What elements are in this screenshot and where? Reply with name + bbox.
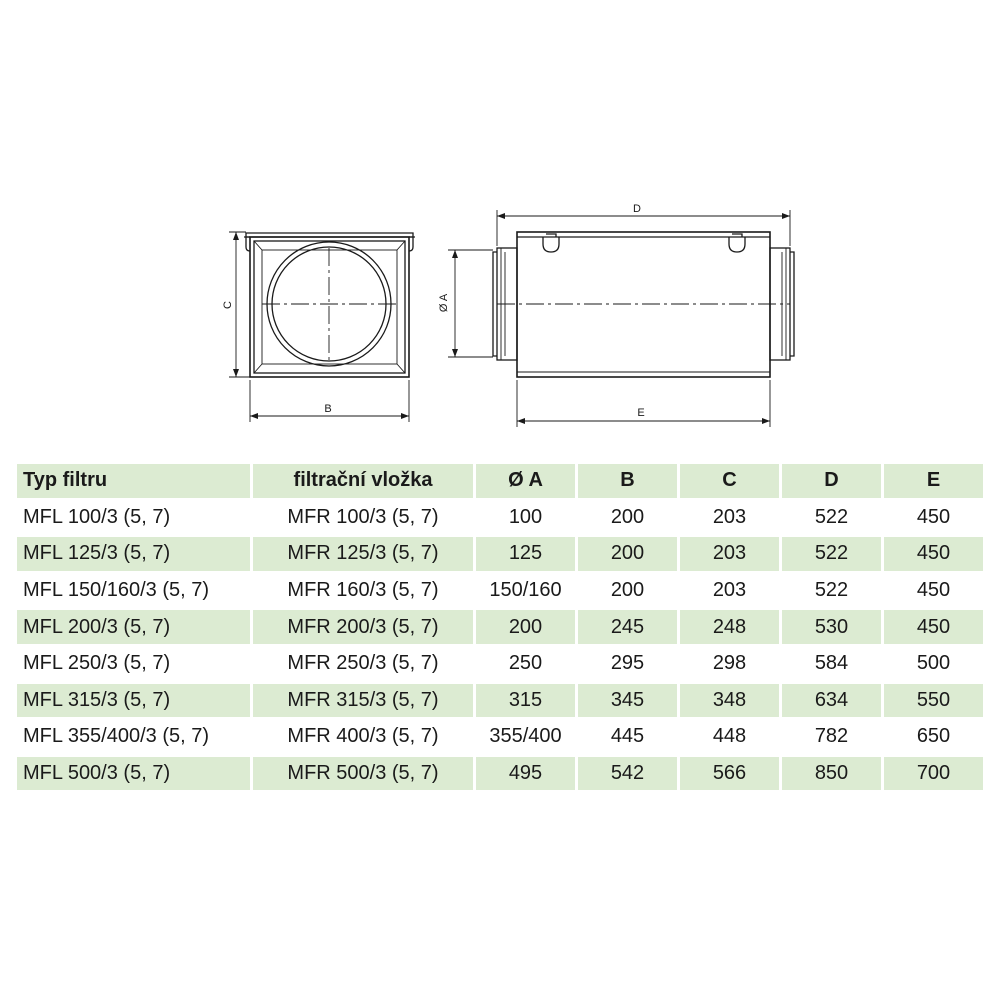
- cell-e: 450: [916, 579, 951, 602]
- cell-filtracni-vlozka: MFR 250/3 (5, 7): [287, 652, 439, 675]
- table-header-row: [17, 464, 983, 498]
- header-d: D: [782, 464, 881, 498]
- cell-filtracni-vlozka: MFR 160/3 (5, 7): [287, 579, 439, 602]
- cell-c: 298: [712, 652, 747, 675]
- cell-d: 634: [782, 684, 881, 718]
- cell-a: 200: [476, 610, 575, 644]
- dimension-label-c: C: [222, 301, 234, 309]
- header-b: B: [578, 464, 677, 498]
- table-row: [17, 574, 983, 608]
- cell-d: 522: [814, 579, 849, 602]
- cell-e: 450: [916, 505, 951, 528]
- dimension-label-e: E: [637, 407, 645, 419]
- header-e: E: [884, 464, 983, 498]
- header-filtracni-vlozka: filtrační vložka: [253, 464, 473, 498]
- cell-b: 345: [578, 684, 677, 718]
- cell-c: 203: [712, 505, 747, 528]
- cell-b: 295: [610, 652, 645, 675]
- table-row: [17, 610, 983, 644]
- cell-filtracni-vlozka: MFR 200/3 (5, 7): [253, 610, 473, 644]
- side-view: [438, 203, 794, 427]
- cell-e: 700: [884, 757, 983, 791]
- cell-a: 150/160: [489, 579, 562, 602]
- cell-a: 250: [508, 652, 543, 675]
- cell-e: 450: [884, 610, 983, 644]
- cell-a: 125: [476, 537, 575, 571]
- cell-d: 522: [814, 505, 849, 528]
- cell-typ-filtru: MFL 200/3 (5, 7): [17, 610, 250, 644]
- table-row: [17, 647, 983, 681]
- cell-a: 315: [476, 684, 575, 718]
- filter-box-drawing: [0, 0, 1000, 440]
- table-row: [17, 684, 983, 718]
- table-row: [17, 720, 983, 754]
- dimension-label-b: B: [324, 403, 332, 415]
- cell-c: 248: [680, 610, 779, 644]
- cell-typ-filtru: MFL 250/3 (5, 7): [23, 652, 171, 675]
- cell-b: 200: [610, 505, 645, 528]
- cell-b: 445: [610, 725, 645, 748]
- table-row: [17, 501, 983, 535]
- cell-filtracni-vlozka: MFR 500/3 (5, 7): [253, 757, 473, 791]
- cell-d: 584: [814, 652, 849, 675]
- dimension-label-d: D: [633, 203, 641, 215]
- header-a: Ø A: [476, 464, 575, 498]
- front-view: [222, 232, 415, 422]
- cell-e: 550: [884, 684, 983, 718]
- cell-b: 245: [578, 610, 677, 644]
- cell-c: 203: [680, 537, 779, 571]
- cell-a: 100: [508, 505, 543, 528]
- cell-filtracni-vlozka: MFR 315/3 (5, 7): [253, 684, 473, 718]
- cell-filtracni-vlozka: MFR 125/3 (5, 7): [253, 537, 473, 571]
- cell-filtracni-vlozka: MFR 100/3 (5, 7): [287, 505, 439, 528]
- cell-d: 530: [782, 610, 881, 644]
- cell-typ-filtru: MFL 150/160/3 (5, 7): [23, 579, 210, 602]
- cell-typ-filtru: MFL 125/3 (5, 7): [17, 537, 250, 571]
- table-row: [17, 537, 983, 571]
- cell-c: 448: [712, 725, 747, 748]
- header-typ-filtru: Typ filtru: [17, 464, 250, 498]
- header-c: C: [680, 464, 779, 498]
- table-row: [17, 757, 983, 791]
- dimensions-table: [14, 461, 986, 793]
- cell-c: 566: [680, 757, 779, 791]
- cell-typ-filtru: MFL 355/400/3 (5, 7): [23, 725, 210, 748]
- cell-b: 200: [578, 537, 677, 571]
- cell-typ-filtru: MFL 100/3 (5, 7): [23, 505, 171, 528]
- cell-a: 355/400: [489, 725, 562, 748]
- dimension-label-a: Ø A: [438, 293, 450, 313]
- cell-e: 500: [916, 652, 951, 675]
- cell-c: 348: [680, 684, 779, 718]
- cell-filtracni-vlozka: MFR 400/3 (5, 7): [287, 725, 439, 748]
- cell-d: 850: [782, 757, 881, 791]
- cell-e: 650: [916, 725, 951, 748]
- cell-d: 522: [782, 537, 881, 571]
- cell-typ-filtru: MFL 315/3 (5, 7): [17, 684, 250, 718]
- table-body: [17, 501, 983, 791]
- cell-a: 495: [476, 757, 575, 791]
- cell-b: 542: [578, 757, 677, 791]
- cell-b: 200: [610, 579, 645, 602]
- cell-c: 203: [712, 579, 747, 602]
- cell-d: 782: [814, 725, 849, 748]
- cell-typ-filtru: MFL 500/3 (5, 7): [17, 757, 250, 791]
- cell-e: 450: [884, 537, 983, 571]
